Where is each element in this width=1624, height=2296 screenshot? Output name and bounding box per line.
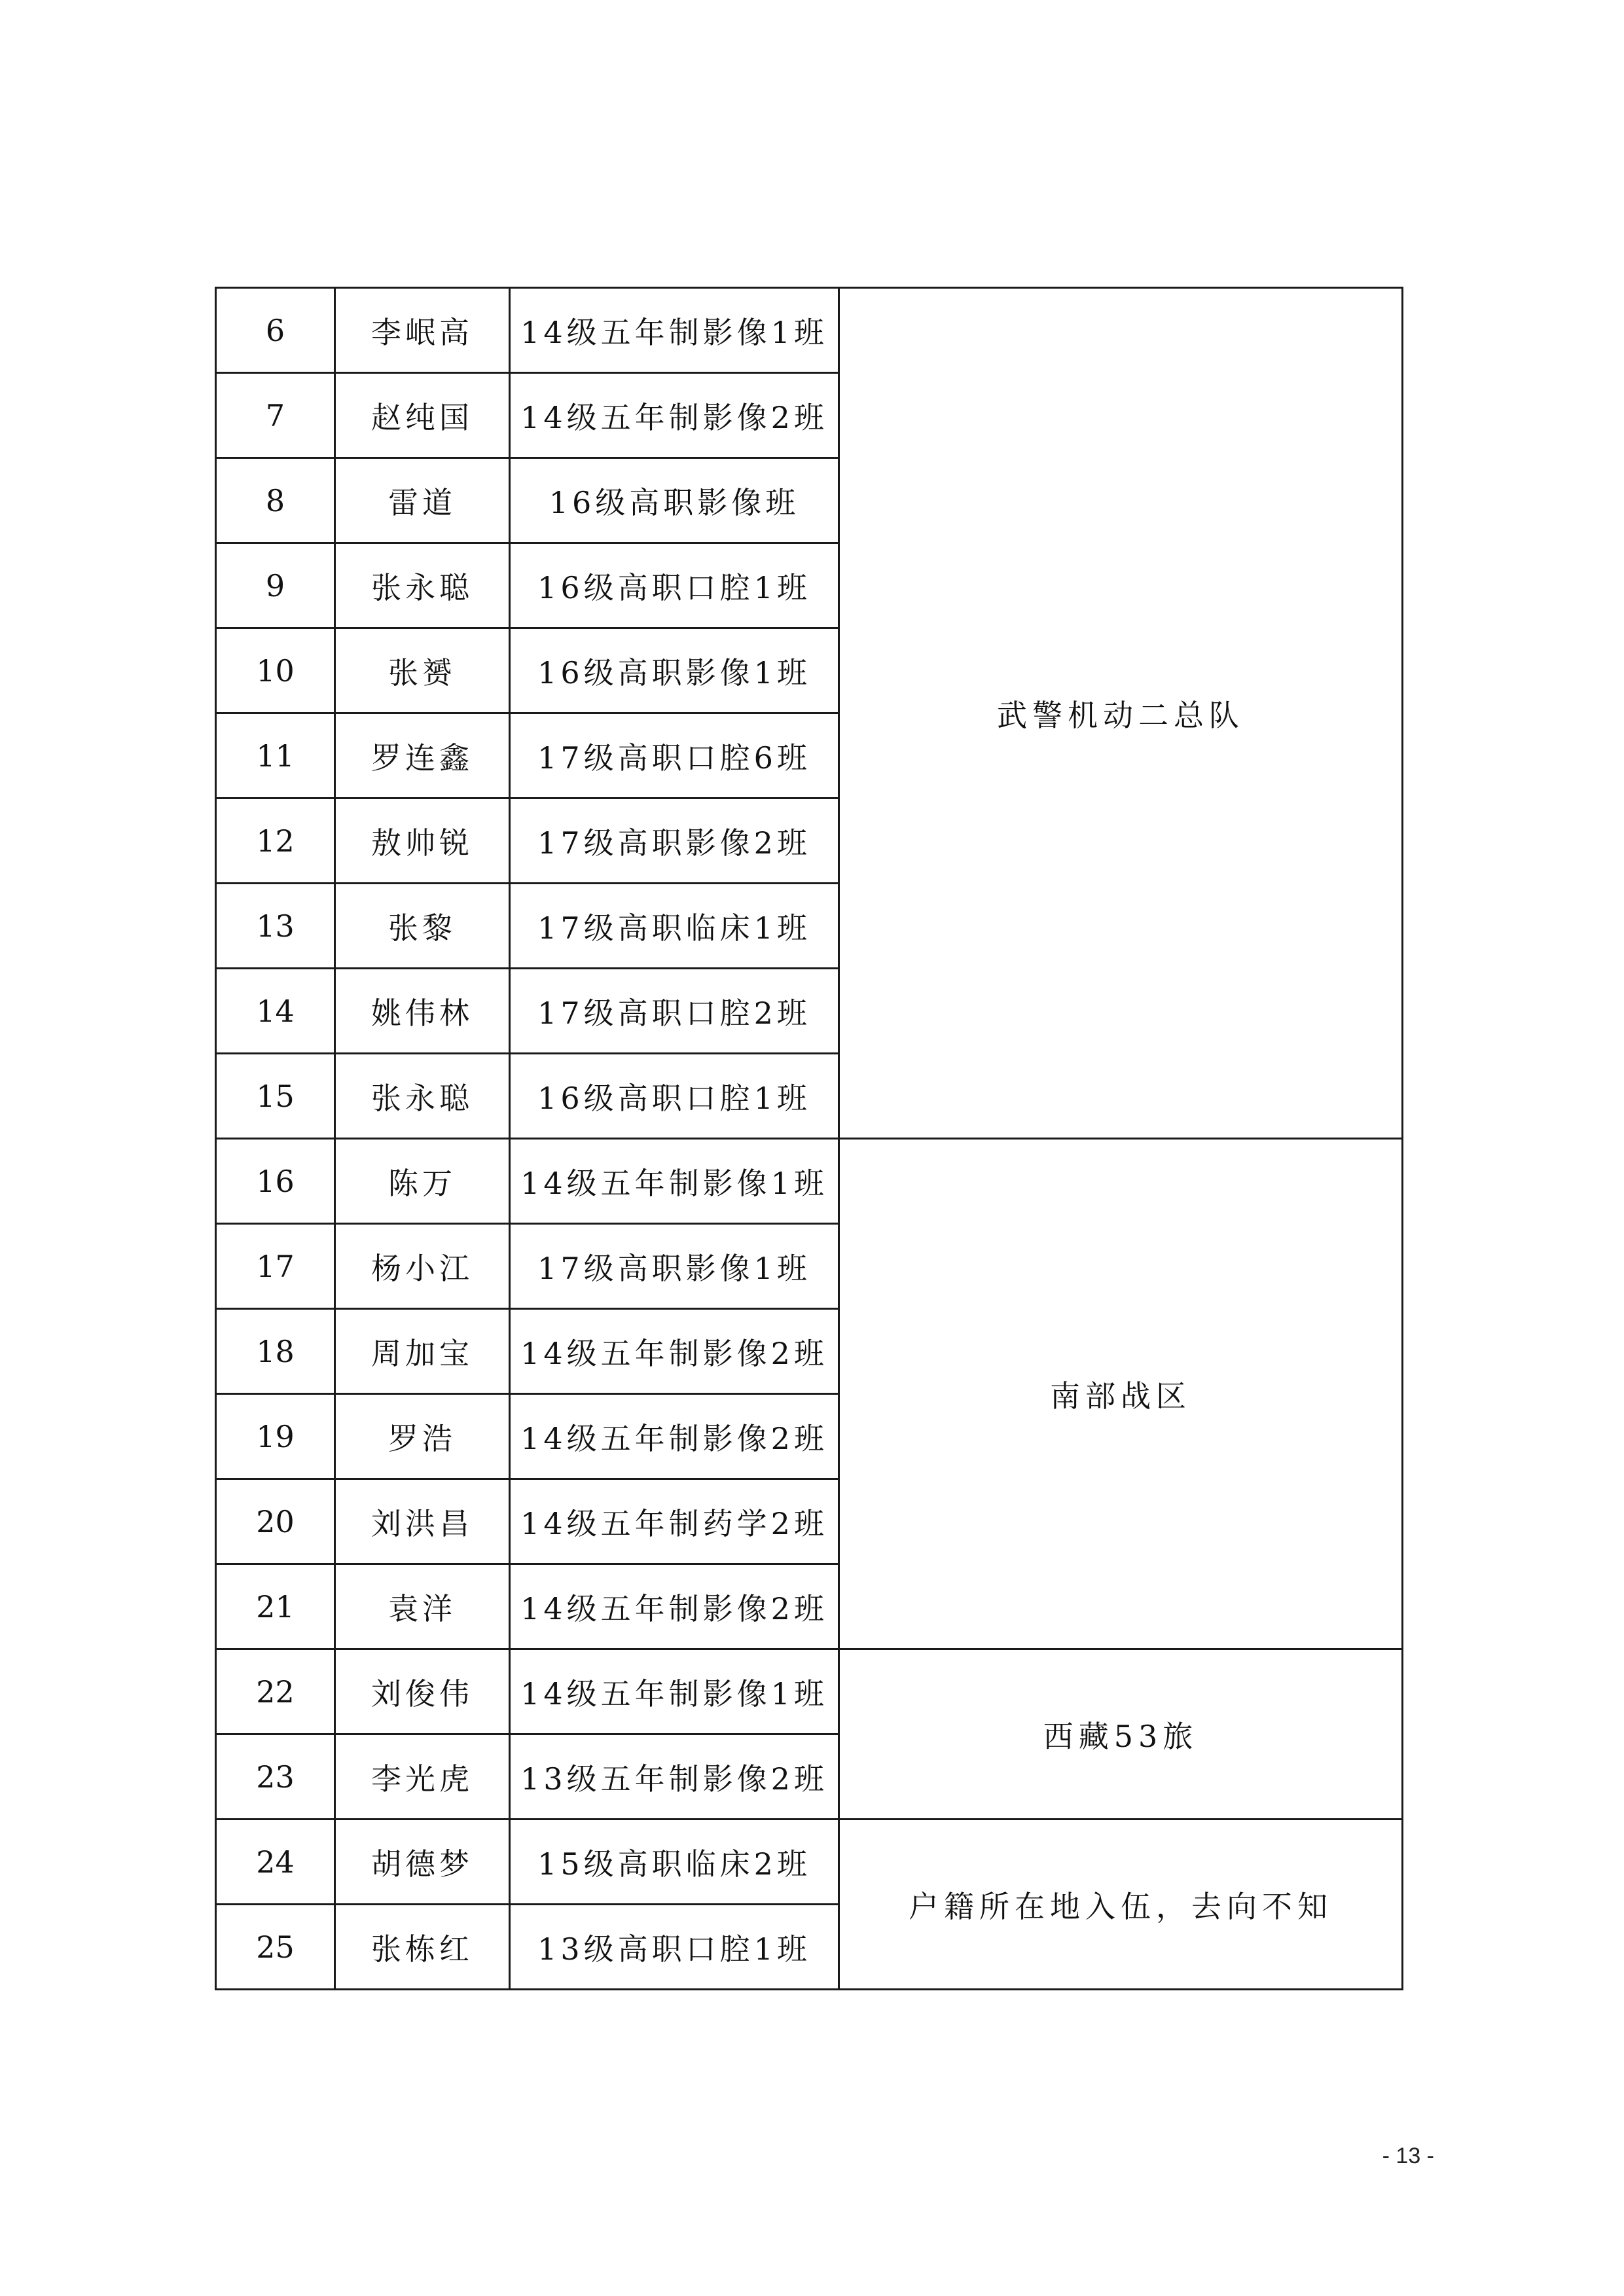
table-row <box>216 1649 1403 1734</box>
student-class: 13级五年制影像2班 <box>510 1734 839 1820</box>
student-class: 14级五年制影像2班 <box>510 1394 839 1479</box>
table-row <box>216 1139 1403 1224</box>
row-number: 17 <box>216 1224 335 1309</box>
page-number: - 13 - <box>1382 2144 1434 2168</box>
student-class: 16级高职口腔1班 <box>510 1054 839 1139</box>
row-number: 8 <box>216 458 335 543</box>
row-number: 25 <box>216 1905 335 1990</box>
student-class: 16级高职口腔1班 <box>510 543 839 628</box>
student-name: 李岷高 <box>335 288 510 373</box>
student-class: 17级高职临床1班 <box>510 884 839 969</box>
table-row <box>216 1820 1403 1905</box>
student-class: 14级五年制药学2班 <box>510 1479 839 1564</box>
student-name: 张永聪 <box>335 543 510 628</box>
student-class: 15级高职临床2班 <box>510 1820 839 1905</box>
enlisted-unit: 户籍所在地入伍，去向不知 <box>839 1820 1403 1990</box>
table-row <box>216 288 1403 373</box>
student-name: 杨小江 <box>335 1224 510 1309</box>
student-class: 17级高职口腔2班 <box>510 969 839 1054</box>
student-name: 姚伟林 <box>335 969 510 1054</box>
student-name: 雷道 <box>335 458 510 543</box>
enlisted-unit: 南部战区 <box>839 1139 1403 1649</box>
row-number: 20 <box>216 1479 335 1564</box>
student-name: 刘俊伟 <box>335 1649 510 1734</box>
student-class: 17级高职影像1班 <box>510 1224 839 1309</box>
student-name: 张黎 <box>335 884 510 969</box>
student-class: 14级五年制影像2班 <box>510 1309 839 1394</box>
student-name: 敖帅锐 <box>335 798 510 884</box>
student-name: 张赟 <box>335 628 510 713</box>
student-class: 16级高职影像班 <box>510 458 839 543</box>
student-name: 袁洋 <box>335 1564 510 1649</box>
enlisted-unit: 武警机动二总队 <box>839 288 1403 1139</box>
student-class: 17级高职口腔6班 <box>510 713 839 798</box>
student-class: 16级高职影像1班 <box>510 628 839 713</box>
student-name: 陈万 <box>335 1139 510 1224</box>
student-name: 赵纯国 <box>335 373 510 458</box>
student-class: 14级五年制影像2班 <box>510 373 839 458</box>
row-number: 16 <box>216 1139 335 1224</box>
row-number: 24 <box>216 1820 335 1905</box>
student-class: 14级五年制影像1班 <box>510 1139 839 1224</box>
row-number: 13 <box>216 884 335 969</box>
student-name: 张栋红 <box>335 1905 510 1990</box>
student-name: 胡德梦 <box>335 1820 510 1905</box>
row-number: 15 <box>216 1054 335 1139</box>
row-number: 6 <box>216 288 335 373</box>
enlisted-unit: 西藏53旅 <box>839 1649 1403 1820</box>
student-class: 14级五年制影像1班 <box>510 288 839 373</box>
student-class: 14级五年制影像1班 <box>510 1649 839 1734</box>
student-name: 刘洪昌 <box>335 1479 510 1564</box>
roster-table <box>215 287 1403 1990</box>
student-class: 14级五年制影像2班 <box>510 1564 839 1649</box>
student-name: 张永聪 <box>335 1054 510 1139</box>
roster-table-body <box>216 288 1403 1990</box>
student-name: 罗连鑫 <box>335 713 510 798</box>
row-number: 18 <box>216 1309 335 1394</box>
row-number: 7 <box>216 373 335 458</box>
row-number: 14 <box>216 969 335 1054</box>
student-name: 罗浩 <box>335 1394 510 1479</box>
row-number: 11 <box>216 713 335 798</box>
student-class: 17级高职影像2班 <box>510 798 839 884</box>
row-number: 12 <box>216 798 335 884</box>
row-number: 22 <box>216 1649 335 1734</box>
student-class: 13级高职口腔1班 <box>510 1905 839 1990</box>
row-number: 23 <box>216 1734 335 1820</box>
row-number: 19 <box>216 1394 335 1479</box>
row-number: 10 <box>216 628 335 713</box>
row-number: 9 <box>216 543 335 628</box>
student-name: 周加宝 <box>335 1309 510 1394</box>
student-name: 李光虎 <box>335 1734 510 1820</box>
row-number: 21 <box>216 1564 335 1649</box>
